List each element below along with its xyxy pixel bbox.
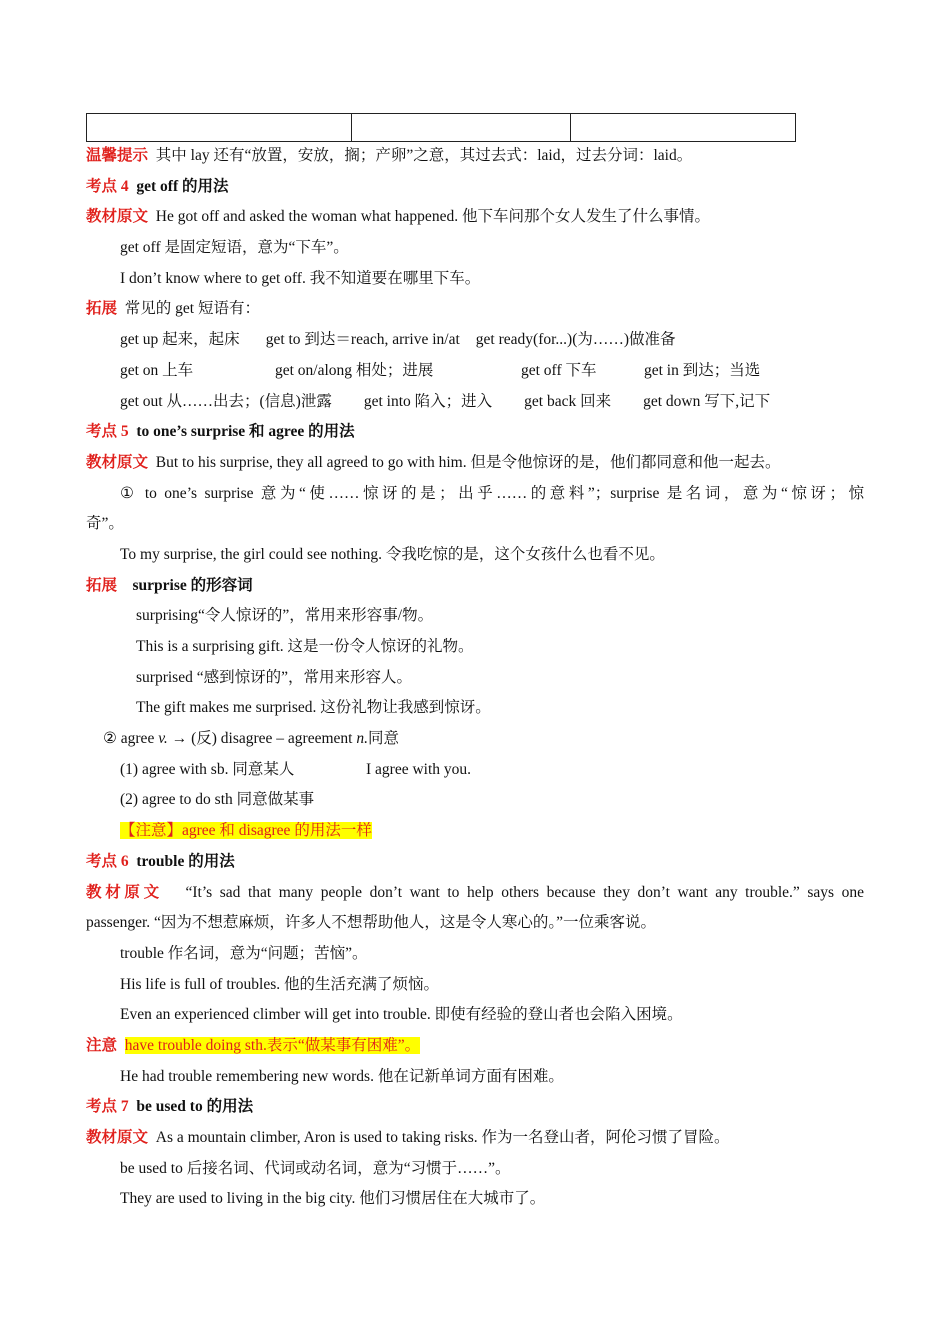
tip-text: 其中 lay 还有“放置，安放，搁；产卵”之意，其过去式：laid，过去分词：laid。 bbox=[155, 147, 693, 164]
note-line bbox=[86, 1031, 864, 1062]
source-sentence bbox=[86, 878, 864, 909]
explanation-line: be used to 后接名词、代词或动名词，意为“习惯于……”。 bbox=[120, 1159, 511, 1177]
example-line: I don’t know where to get off. 我不知道要在哪里下车。 bbox=[120, 269, 481, 287]
section-heading-4 bbox=[86, 172, 864, 203]
phrase-item: get out 从……出去；(信息)泄露 bbox=[120, 392, 332, 410]
note-label: 注意 bbox=[86, 1036, 118, 1054]
extension-title: surprise 的形容词 bbox=[132, 576, 253, 594]
usage-line bbox=[86, 755, 864, 786]
section-number: 考点 6 bbox=[86, 852, 129, 870]
source-label: 教材原文 bbox=[86, 208, 149, 226]
explanation-line: ① to one’s surprise 意为“使……惊讶的是；出乎……的意料”；surprise 是名词，意为“惊讶；惊 bbox=[120, 484, 864, 502]
extension-heading bbox=[86, 294, 864, 325]
section-heading-6 bbox=[86, 847, 864, 878]
phrase-row bbox=[86, 356, 864, 387]
phrase-item: get ready(for...)(为……)做准备 bbox=[475, 331, 676, 349]
extension-line: surprising“令人惊讶的”，常用来形容事/物。 bbox=[136, 607, 434, 625]
phrase-item: get back 回来 bbox=[524, 392, 612, 410]
extension-label: 拓展 bbox=[86, 300, 118, 318]
agree-text: 同意 bbox=[367, 730, 399, 748]
explanation-line: get off 是固定短语，意为“下车”。 bbox=[120, 239, 349, 257]
example-line: He had trouble remembering new words. 他在记新单词方面有困难。 bbox=[120, 1067, 564, 1085]
example-line: This is a surprising gift. 这是一份令人惊讶的礼物。 bbox=[136, 638, 474, 655]
phrase-item: get to 到达＝reach, arrive in/at bbox=[265, 331, 460, 349]
source-text: “It’s sad that many people don’t want to help others because they don’t want any trouble.” says one bbox=[185, 883, 865, 901]
explanation-line: trouble 作名词，意为“问题；苦恼”。 bbox=[120, 944, 368, 962]
agree-text: ② agree bbox=[103, 730, 155, 748]
phrase-row bbox=[86, 325, 864, 356]
source-sentence-continued: passenger. “因为不想惹麻烦，许多人不想帮助他人，这是令人寒心的。”一位乘客说。 bbox=[86, 914, 657, 932]
note-line bbox=[86, 816, 864, 847]
source-label: 教材原文 bbox=[86, 1129, 149, 1146]
note-highlight: 【注意】agree 和 disagree 的用法一样 bbox=[120, 822, 372, 840]
source-text: He got off and asked the woman what happened. 他下车问那个女人发生了什么事情。 bbox=[155, 208, 710, 226]
phrase-item: get on/along 相处；进展 bbox=[275, 361, 434, 379]
tip-paragraph bbox=[86, 141, 864, 172]
source-label: 教材原文 bbox=[86, 453, 149, 471]
document-content bbox=[86, 141, 864, 1215]
usage-line: (2) agree to do sth 同意做某事 bbox=[120, 791, 315, 809]
example-line: To my surprise, the girl could see nothing. 令我吃惊的是，这个女孩什么也看不见。 bbox=[120, 545, 665, 563]
section-number: 考点 5 bbox=[86, 423, 129, 441]
table-cell bbox=[352, 114, 571, 141]
tip-label: 温馨提示 bbox=[86, 147, 149, 164]
explanation-line-continued: 奇”。 bbox=[86, 515, 124, 533]
source-sentence bbox=[86, 448, 864, 479]
agree-line bbox=[86, 724, 864, 755]
example-line: His life is full of troubles. 他的生活充满了烦恼。 bbox=[120, 975, 440, 993]
table-cell bbox=[571, 114, 795, 141]
table-row-fragment bbox=[86, 113, 796, 142]
phrase-row bbox=[86, 387, 864, 418]
section-title: be used to 的用法 bbox=[136, 1098, 254, 1116]
section-number: 考点 7 bbox=[86, 1098, 129, 1116]
usage-example: I agree with you. bbox=[366, 760, 472, 778]
usage-text: (1) agree with sb. 同意某人 bbox=[120, 760, 295, 778]
phrase-item: get off 下车 bbox=[521, 361, 597, 379]
section-title: trouble 的用法 bbox=[136, 852, 235, 870]
agree-text: → (反) disagree – agreement bbox=[171, 730, 353, 748]
section-heading-7 bbox=[86, 1092, 864, 1123]
extension-heading bbox=[86, 571, 864, 602]
source-text: But to his surprise, they all agreed to go with him. 但是令他惊讶的是，他们都同意和他一起去。 bbox=[155, 453, 781, 471]
source-label: 教材原文 bbox=[86, 883, 163, 901]
section-title: get off 的用法 bbox=[136, 177, 229, 195]
section-title: to one’s surprise 和 agree 的用法 bbox=[136, 423, 355, 441]
phrase-item: get down 写下,记下 bbox=[643, 392, 771, 410]
table-cell bbox=[87, 114, 352, 141]
phrase-item: get into 陷入；进入 bbox=[363, 392, 493, 410]
source-sentence bbox=[86, 1123, 864, 1154]
extension-label: 拓展 bbox=[86, 576, 118, 594]
extension-line: surprised “感到惊讶的”，常用来形容人。 bbox=[136, 668, 412, 686]
note-highlight: have trouble doing sth.表示“做某事有困难”。 bbox=[124, 1036, 421, 1054]
extension-text: 常见的 get 短语有： bbox=[124, 300, 260, 318]
section-number: 考点 4 bbox=[86, 177, 129, 195]
source-sentence bbox=[86, 202, 864, 233]
example-line: Even an experienced climber will get into trouble. 即使有经验的登山者也会陷入困境。 bbox=[120, 1006, 683, 1024]
example-line: They are used to living in the big city. 他们习惯居住在大城市了。 bbox=[120, 1190, 546, 1208]
example-line: The gift makes me surprised. 这份礼物让我感到惊讶。 bbox=[136, 699, 491, 717]
phrase-item: get in 到达；当选 bbox=[644, 361, 761, 379]
phrase-item: get up 起来，起床 bbox=[120, 331, 240, 349]
part-of-speech: n. bbox=[356, 730, 368, 748]
source-text: As a mountain climber, Aron is used to taking risks. 作为一名登山者，阿伦习惯了冒险。 bbox=[155, 1129, 730, 1146]
section-heading-5 bbox=[86, 417, 864, 448]
phrase-item: get on 上车 bbox=[120, 361, 194, 379]
part-of-speech: v. bbox=[158, 730, 168, 748]
